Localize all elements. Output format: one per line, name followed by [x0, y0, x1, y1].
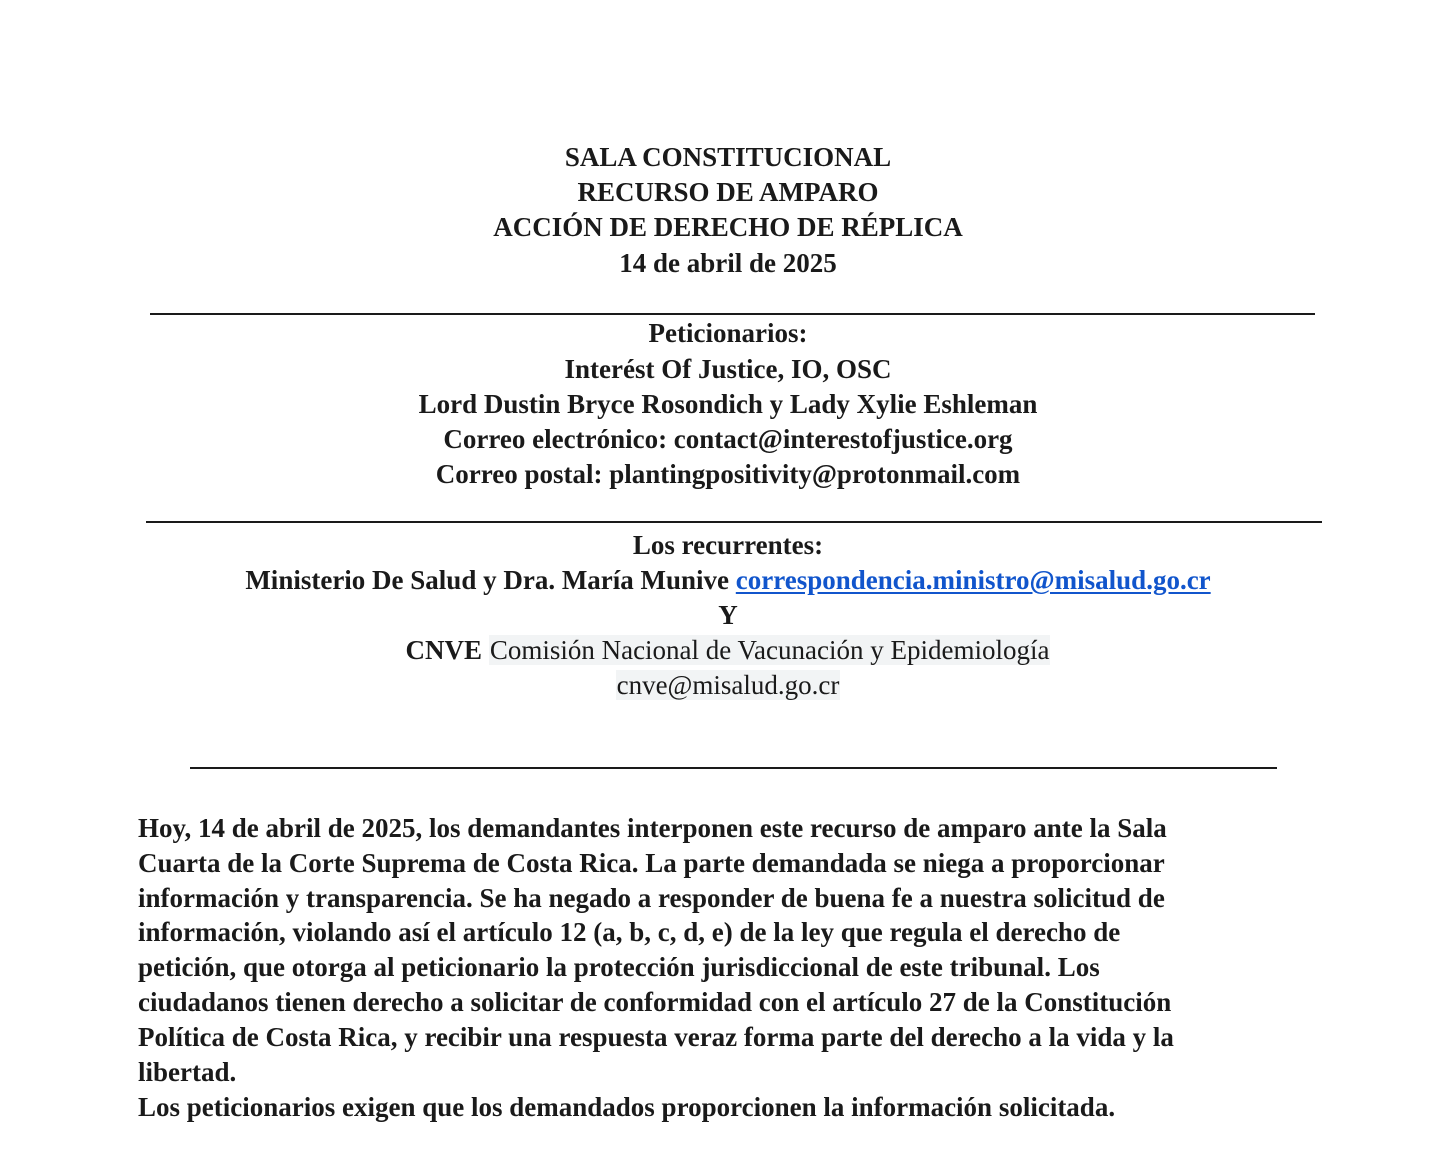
- divider-3: [190, 767, 1277, 769]
- body-line-8: libertad.: [138, 1057, 237, 1087]
- body-line-1: Hoy, 14 de abril de 2025, los demandantes interponen este recurso de amparo ante la Sala: [138, 813, 1167, 843]
- cnve-abbreviation: CNVE: [405, 635, 483, 665]
- body-line-9: Los peticionarios exigen que los demandados proporcionen la información solicitada.: [138, 1092, 1116, 1122]
- petitioner-postal: Correo postal: plantingpositivity@protonmail.com: [435, 459, 1021, 489]
- respondents-heading: Los recurrentes:: [632, 530, 824, 560]
- respondent-cnve-line: [0, 633, 1456, 667]
- respondent-ministry: Ministerio De Salud y Dra. María Munive: [245, 565, 730, 595]
- action-title: ACCIÓN DE DERECHO DE RÉPLICA: [493, 212, 963, 242]
- respondent-cnve-email-line: [0, 668, 1456, 702]
- body-line-6: ciudadanos tienen derecho a solicitar de conformidad con el artículo 27 de la Constitución: [138, 987, 1172, 1017]
- cnve-full-name: Comisión Nacional de Vacunación y Epidemiología: [489, 635, 1050, 665]
- body-line-2: Cuarta de la Corte Suprema de Costa Rica. La parte demandada se niega a proporcionar: [138, 848, 1165, 878]
- divider-2: [146, 521, 1322, 523]
- petitioner-email: Correo electrónico: contact@interestofjustice.org: [443, 424, 1013, 454]
- petitioners-heading: Peticionarios:: [648, 318, 808, 348]
- respondent-ministry-line: [0, 563, 1456, 597]
- divider-1: [150, 313, 1315, 315]
- court-title: SALA CONSTITUCIONAL: [564, 142, 892, 172]
- body-line-4: información, violando así el artículo 12 (a, b, c, d, e) de la ley que regula el derecho de: [138, 917, 1121, 947]
- petitioner-organization: Interést Of Justice, IO, OSC: [564, 354, 892, 384]
- petitioner-names: Lord Dustin Bryce Rosondich y Lady Xylie Eshleman: [418, 389, 1038, 419]
- ministry-email-link[interactable]: correspondencia.ministro@misalud.go.cr: [735, 565, 1211, 595]
- body-line-5: petición, que otorga al peticionario la protección jurisdiccional de este tribunal. Los: [138, 952, 1100, 982]
- cnve-email: cnve@misalud.go.cr: [616, 670, 840, 700]
- remedy-title: RECURSO DE AMPARO: [577, 177, 879, 207]
- document-date: 14 de abril de 2025: [619, 248, 837, 278]
- respondent-conjunction: Y: [718, 600, 738, 630]
- body-line-3: información y transparencia. Se ha negado a responder de buena fe a nuestra solicitud de: [138, 883, 1165, 913]
- body-line-7: Política de Costa Rica, y recibir una respuesta veraz forma parte del derecho a la vida y la: [138, 1022, 1174, 1052]
